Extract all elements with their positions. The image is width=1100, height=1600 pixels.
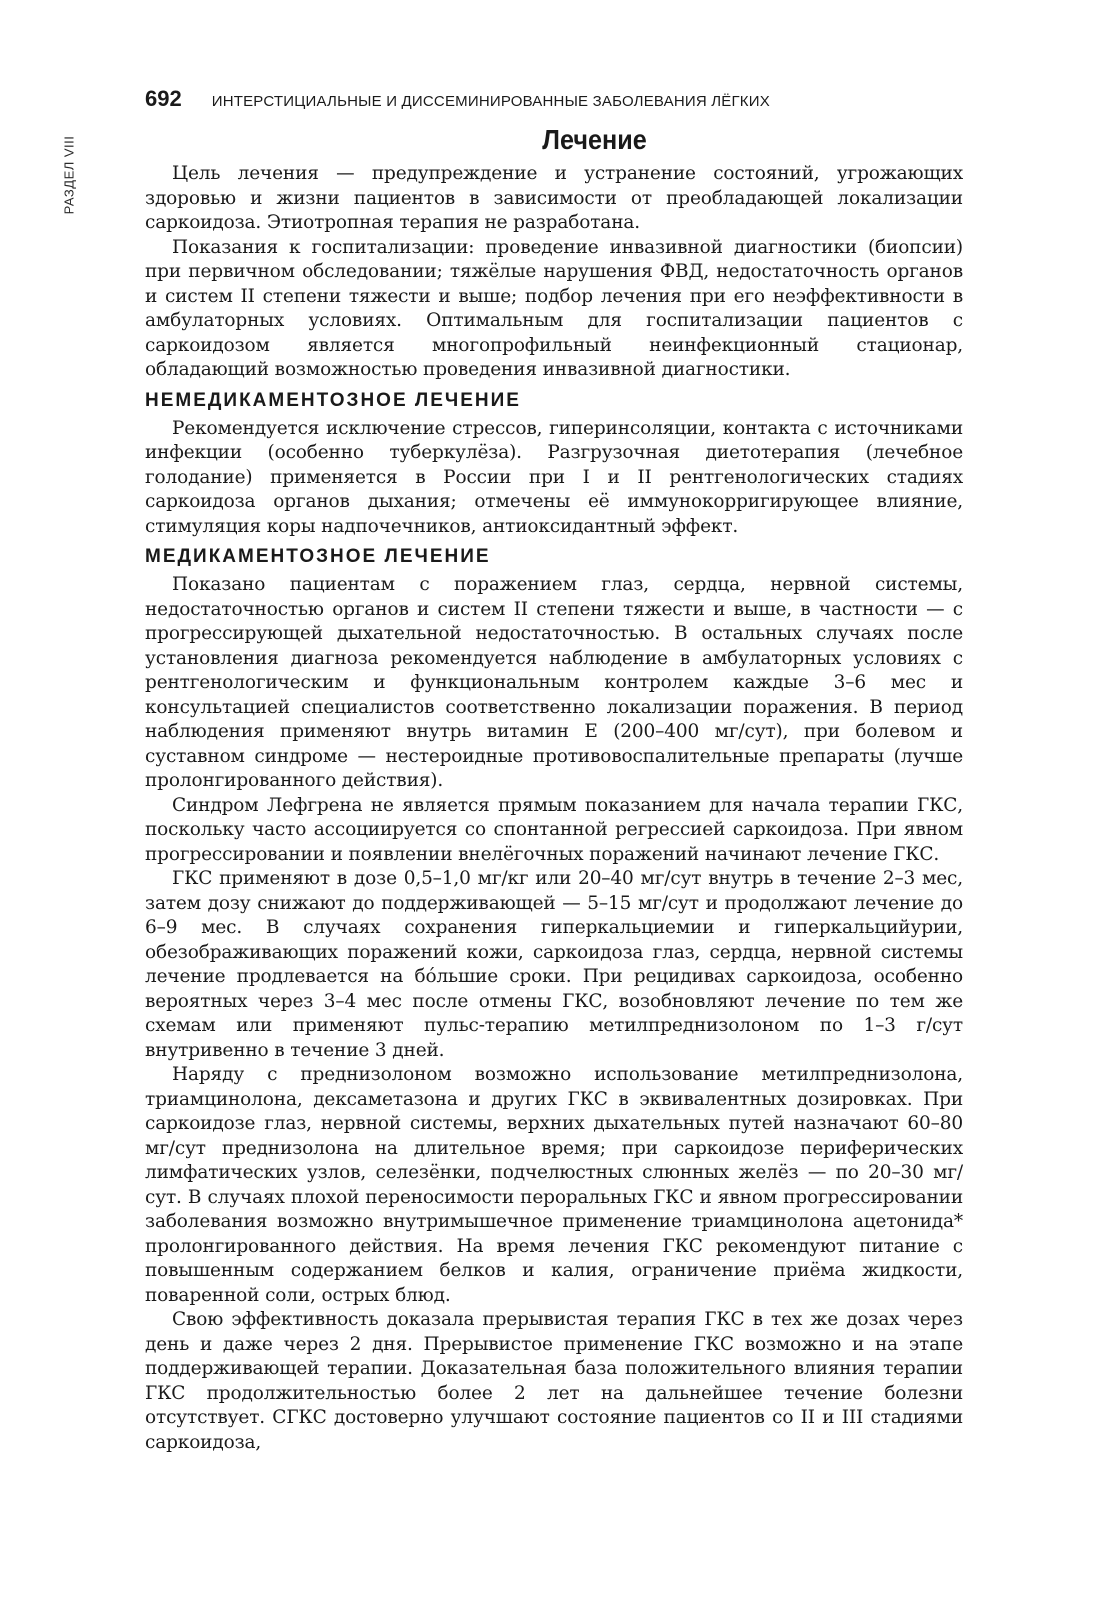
paragraph: Свою эффективность доказала прерывистая терапия ГКС в тех же дозах через день и даже через 2 дня. Прерывистое применение ГКС возможно и на этапе поддерживающей терапии. Доказательная база положительного влияния терапии ГКС продолжительностью более 2 лет на дальнейшее течение болезни отсутствует. СГКС достоверно улучшают состояние пациентов со II и III стадиями саркоидоза, xyxy=(145,1309,963,1453)
paragraph: Синдром Лефгрена не является прямым показанием для начала терапии ГКС, поскольку часто ассоциируется со спонтанной регрессией саркоидоза. При явном прогрессировании и появлении внелёгочных поражений начинают лечение ГКС. xyxy=(145,794,963,865)
section-heading-drug: МЕДИКАМЕНТОЗНОЕ ЛЕЧЕНИЕ xyxy=(145,546,491,567)
paragraph: Рекомендуется исключение стрессов, гиперинсоляции, контакта с источниками инфекции (особенно туберкулёза). Разгрузочная диетотерапия (лечебное голодание) применяется в России при I и II рентгенологических стадиях саркоидоза органов дыхания; отмечены её иммунокорригирующее влияние, стимуляция коры надпочечников, антиоксидантный эффект. xyxy=(145,417,963,537)
running-header xyxy=(145,86,980,112)
page-title: Лечение xyxy=(542,124,647,155)
paragraph: ГКС применяют в дозе 0,5–1,0 мг/кг или 20–40 мг/сут внутрь в течение 2–3 мес, затем дозу снижают до поддерживающей — 5–15 мг/сут и продолжают лечение до 6–9 мес. В случаях сохранения гиперкальциемии и гиперкальцийурии, обезображивающих поражений кожи, саркоидоза глаз, сердца, нервной системы лечение продлевается на бóльшие сроки. При рецидивах саркоидоза, особенно вероятных через 3–4 мес после отмены ГКС, возобновляют лечение по тем же схемам или применяют пульс-терапию метилпреднизолоном по 1–3 г/сут внутривенно в течение 3 дней. xyxy=(145,868,963,1061)
paragraph: Показания к госпитализации: проведение инвазивной диагностики (биопсии) при первичном обследовании; тяжёлые нарушения ФВД, недостаточность органов и систем II степени тяжести и выше; подбор лечения при его неэффективности в амбулаторных условиях. Оптимальным для госпитализации пациентов с саркоидозом является многопрофильный неинфекционный стационар, обладающий возможностью проведения инвазивной диагностики. xyxy=(145,236,963,380)
section-label xyxy=(62,120,76,230)
section-label-text: РАЗДЕЛ VIII xyxy=(61,135,77,215)
running-title: ИНТЕРСТИЦИАЛЬНЫЕ И ДИССЕМИНИРОВАННЫЕ ЗАБОЛЕВАНИЯ ЛЁГКИХ xyxy=(211,93,770,110)
page-body xyxy=(145,124,963,1455)
paragraph: Показано пациентам с поражением глаз, сердца, нервной системы, недостаточностью органов и систем II степени тяжести и выше, в частности — с прогрессирующей дыхательной недостаточностью. В остальных случаях после установления диагноза рекомендуется наблюдение в амбулаторных условиях с рентгенологическим и функциональным контролем каждые 3–6 мес и консультацией специалистов соответственно локализации поражения. В период наблюдения применяют внутрь витамин E (200–400 мг/сут), при болевом и суставном синдроме — нестероидные противовоспалительные препараты (лучше пролонгированного действия). xyxy=(145,574,963,791)
page-number: 692 xyxy=(145,86,182,111)
paragraph: Цель лечения — предупреждение и устранение состояний, угрожающих здоровью и жизни пациентов в зависимости от преобладающей локализации саркоидоза. Этиотропная терапия не разработана. xyxy=(145,163,963,233)
section-heading-non-drug: НЕМЕДИКАМЕНТОЗНОЕ ЛЕЧЕНИЕ xyxy=(145,389,521,411)
paragraph: Наряду с преднизолоном возможно использование метилпреднизолона, триамцинолона, дексаметазона и других ГКС в эквивалентных дозировках. При саркоидозе глаз, нервной системы, верхних дыхательных путей назначают 60–80 мг/сут преднизолона на длительное время; при саркоидозе периферических лимфатических узлов, селезёнки, подчелюстных слюнных желёз — по 20–30 мг/сут. В случаях плохой переносимости пероральных ГКС и явном прогрессировании заболевания возможно внутримышечное применение триамцинолона ацетонида* пролонгированного действия. На время лечения ГКС рекомендуют питание с повышенным содержанием белков и калия, ограничение приёма жидкости, поваренной соли, острых блюд. xyxy=(145,1064,963,1306)
